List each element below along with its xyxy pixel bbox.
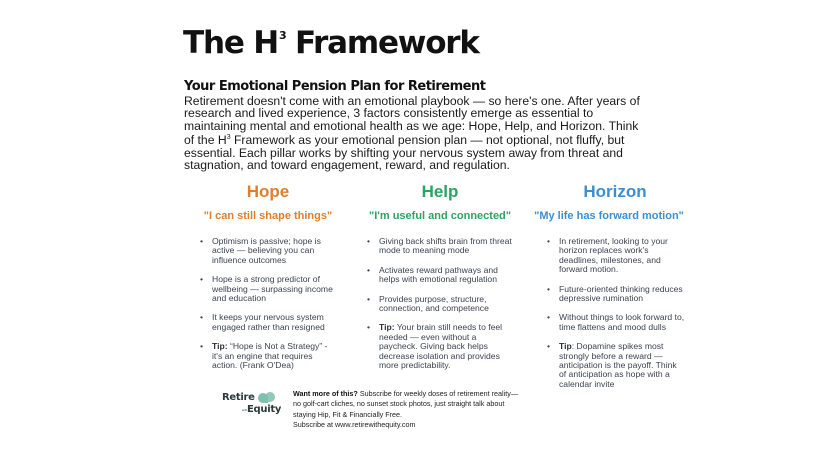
bullet-item [198,313,338,332]
cta-text: Subscribe for weekly doses of retirement reality—no golf-cart cliches, no sunset stock photos, just straight talk about staying Hip, Fit & Financially Free. [293,389,519,419]
bullet-item [365,295,515,314]
retire-with-equity-logo [222,390,282,422]
title-superscript: 3 [278,29,286,42]
pillar-title: Horizon [583,182,647,201]
logo-word-retire: Retire [222,392,255,403]
logo-word-with: with [242,408,248,412]
bullet-icon: • [547,236,551,246]
pillar-horizon [534,182,685,399]
logo-word-equity: Equity [247,404,282,415]
bullet-icon: • [367,236,371,246]
pillar-title: Hope [246,182,290,201]
bullet-text: Hope is a strong predictor of wellbeing — surpassing income and education [212,274,333,304]
subscribe-cta [293,389,523,431]
bullet-icon: • [200,236,204,246]
pillar-quote: "I can still shape things" [203,210,333,222]
pillar-help [365,182,515,380]
pillar-quote: "My life has forward motion" [534,210,684,222]
pillar-bullets [545,237,685,389]
bullet-text: Giving back shifts brain from threat mode to meaning mode [379,236,512,256]
heart-leaf-icon [265,392,275,402]
bullet-icon: • [200,274,204,285]
bullet-item [365,323,515,370]
title-text-end: Framework [285,25,479,61]
bullet-item [545,342,685,389]
bullet-icon: • [367,293,371,304]
intro-paragraph [184,95,644,172]
bullet-item [365,266,515,285]
bullet-text: It keeps your nervous system engaged rather than resigned [212,312,325,332]
bullet-icon: • [367,264,371,275]
bullet-item [198,275,338,303]
subscribe-link[interactable]: Subscribe at www.retirewithequity.com [293,420,416,430]
bullet-icon: • [200,341,204,352]
subtitle: Your Emotional Pension Plan for Retirement [184,79,486,94]
pillar-bullets [365,237,515,370]
pillar-title: Help [421,182,459,201]
bullet-text: : Dopamine spikes most strongly before a reward — anticipation is the payoff. Think of anticipation as hope with a calendar invite [559,341,677,389]
title-text: The H [183,25,278,61]
bullet-item [545,237,685,275]
intro-text-1: Retirement doesn't come with an emotional playbook — so here's one. After years of research and lived experience, 3 factors consistently emerge as essential to maintaining mental and emotional health as we age: Hope, Help, and Horizon. Think of the H [184,94,640,148]
bullet-tip: Tip: [379,322,395,333]
intro-text-2: Framework as your emotional pension plan — not optional, not fluffy, but essential. Each pillar works by shifting your nervous system away from threat and stagnation, and toward engagement, reward, and regulation. [184,133,625,173]
bullet-icon: • [200,312,204,323]
bullet-icon: • [367,322,371,333]
bullet-text: Activates reward pathways and helps with emotional regulation [379,264,498,285]
bullet-icon: • [547,312,551,323]
page-title [183,25,479,61]
pillar-bullets [198,237,338,370]
bullet-text: Without things to look forward to, time flattens and mood dulls [559,312,685,332]
bullet-item [365,237,515,256]
bullet-text: In retirement, looking to your horizon replaces work's deadlines, milestones, and forward motion. [559,236,668,275]
bullet-item [545,285,685,304]
bullet-text: Future-oriented thinking reduces depressive rumination [559,283,683,304]
bullet-tip: Tip [559,341,572,352]
bullet-item [198,342,338,370]
intro-superscript: 3 [226,134,231,142]
bullet-item [198,237,338,265]
bullet-text: Your brain still needs to feel needed — even without a paycheck. Giving back helps decrease isolation and provides more predictability. [379,322,503,371]
pillar-quote: "I'm useful and connected" [368,210,511,222]
bullet-icon: • [547,341,551,352]
bullet-text: Optimism is passive; hope is active — believing you can influence outcomes [212,236,321,265]
bullet-text: “Hope is Not a Strategy” - it's an engine that requires action. (Frank O'Dea) [212,341,328,371]
pillar-hope [198,182,338,380]
cta-heading: Want more of this? [293,389,358,398]
bullet-icon: • [547,283,551,294]
bullet-item [545,313,685,332]
bullet-tip: Tip: [212,341,228,352]
bullet-text: Provides purpose, structure, connection, and competence [379,293,489,314]
